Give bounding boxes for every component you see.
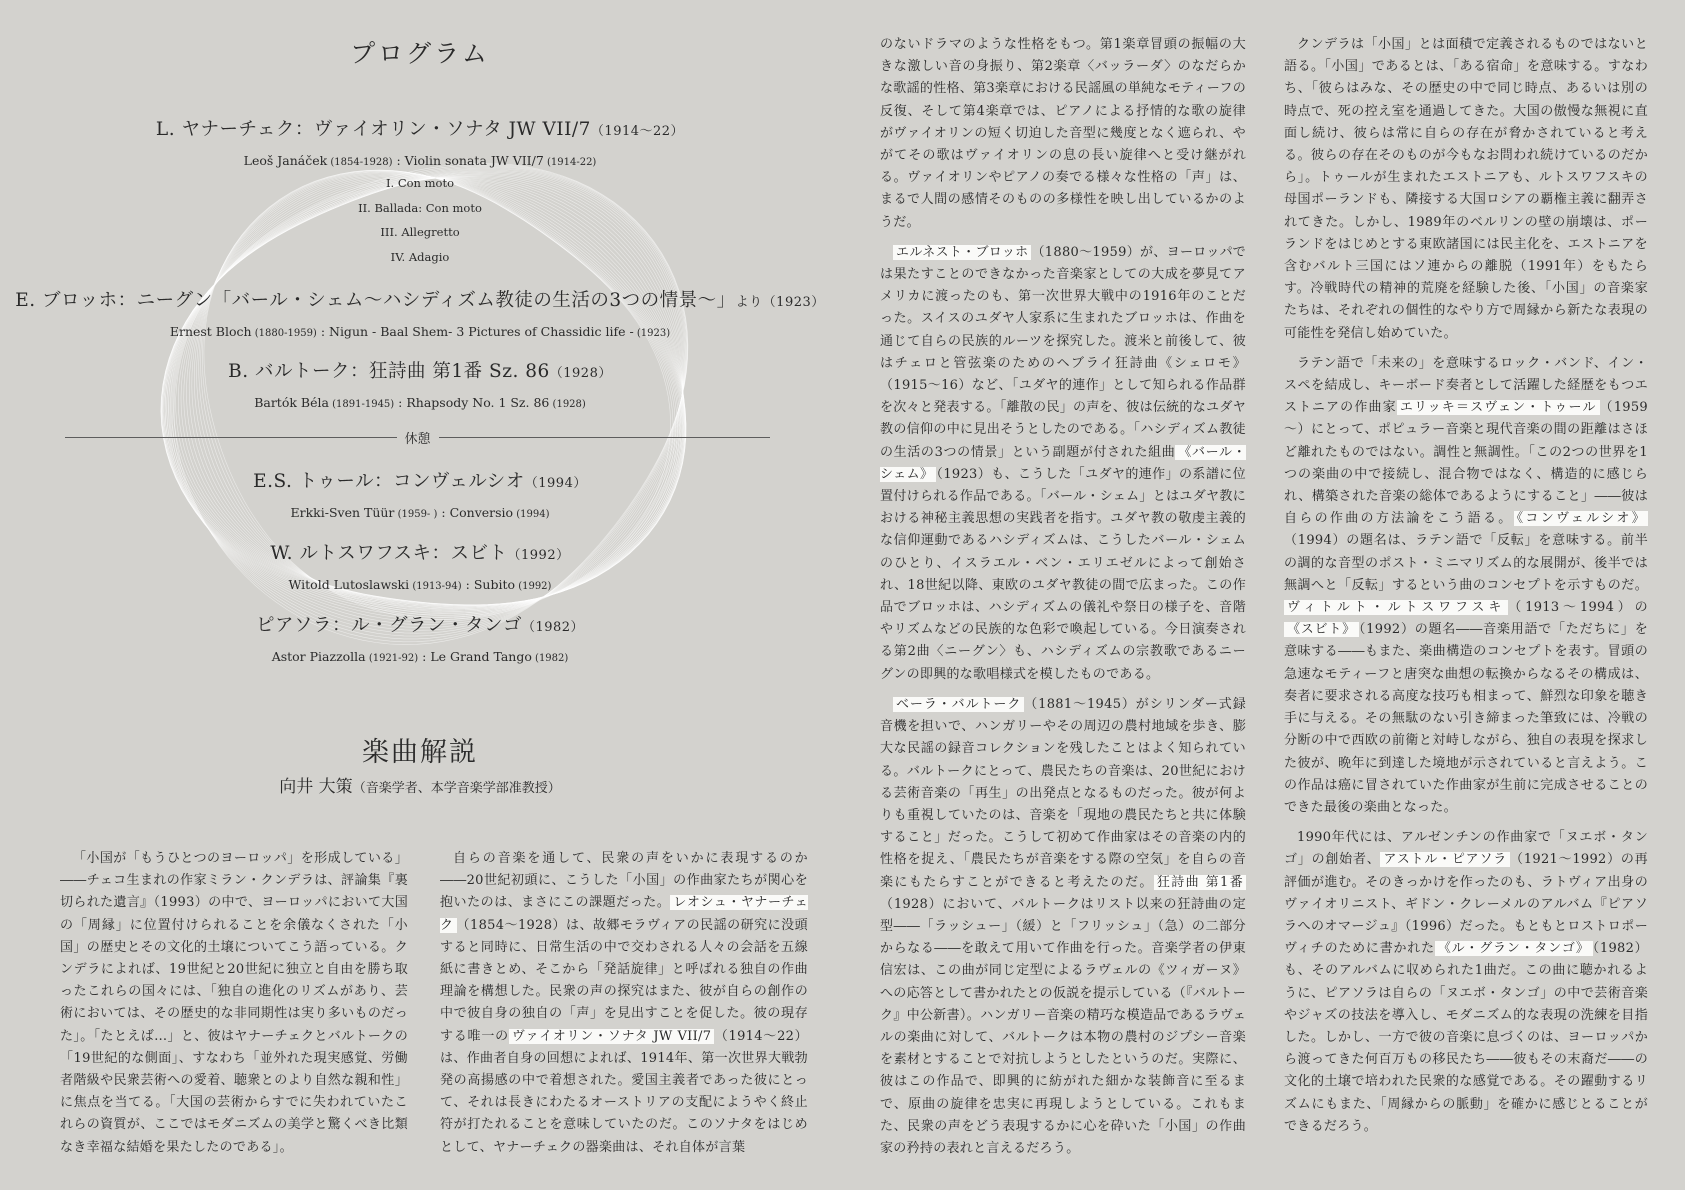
highlighted-name: 《コンヴェルシオ》 [1514,511,1648,526]
paragraph-text: （1992）の題名――音楽用語で「ただちに」を意味する――もまた、楽曲構造のコンセプトを表す。冒頭の急速なモティーフと唐突な曲想の転換からなるその構成は、奏者に要求される高度な技巧も相まって、鮮烈な印象を聴き手に与える。その無駄のない引き締まった筆致には、冷戦の分断の中で西欧の前衛と対峙しながら、独自の表現を探求した彼が、晩年に到達した境地が示されていると言えよう。この作品は癌に冒されていた作曲家が生前に完成させることのできた最後の楽曲となった。 [1284,622,1648,815]
commentary-column-4 [1284,34,1648,1146]
movement-item: IV. Adagio [390,249,450,264]
highlighted-name: レオシュ・ヤナーチェク [440,895,808,933]
program-piece-janacek: L. ヤナーチェク：ヴァイオリン・ソナタ JW VII/7（1914～22） Leoš Janáček (1854-1928) : Violin sonata JW VII/7 (1914-22) [155,119,685,168]
highlighted-name: エリッキ＝スヴェン・トゥール [1397,400,1600,415]
paragraph-text: （1913～1994）の [1508,600,1648,616]
commentary-column-2 [440,848,808,1167]
highlighted-name: アストル・ピアソラ [1380,852,1510,867]
paragraph [880,34,1246,234]
highlighted-name: 《バール・シェム》 [880,444,1246,482]
commentary-title: 楽曲解説 [362,737,478,768]
program-piece-bartok: B. バルトーク：狂詩曲 第1番 Sz. 86（1928） Bartók Béla (1891-1945) : Rhapsody No. 1 Sz. 86 (1928) [228,361,612,410]
program-piece-piazzolla: ピアソラ：ル・グラン・タンゴ（1982） Astor Piazzolla (1921-92) : Le Grand Tango (1982) [255,615,585,664]
paragraph-text: 1990年代には、アルゼンチンの作曲家で「ヌエボ・タンゴ」の創始者、 [1284,830,1648,868]
divider-line [65,437,397,438]
paragraph [60,848,408,1159]
intermission-label: 休憩 [404,432,431,447]
paragraph-text: （1880～1959）が、ヨーロッパでは果たすことのできなかった音楽家としての大成を夢見てアメリカに渡ったのも、第一次世界大戦中の1916年のことだった。スイスのユダヤ人家系に生まれたブロッホは、作曲を通じて自らの民族的ルーツを探究した。渡米と前後して、彼はチェロと管弦楽のためのヘブライ狂詩曲《シェロモ》（1915～16）など、「ユダヤ的連作」として知られる作品群を次々と発表する。「離散の民」の声を、彼は伝統的なユダヤ教の信仰の中に見出そうとしたのである。「ハシディズム教徒の生活の3つの情景」という副題が付された組曲 [880,244,1246,460]
paragraph-text: （1854～1928）は、故郷モラヴィアの民謡の研究に没頭すると同時に、日常生活の中で交わされる人々の会話を五線紙に書きとめ、そこから「発話旋律」と呼ばれる独自の作曲理論を構想した。民衆の声の探究はまた、彼が自らの創作の中で彼自身の独自の「声」を見出すことを促した。彼の現存する唯一の [440,917,808,1044]
paragraph-text: （1923）も、こうした「ユダヤ的連作」の系譜に位置付けられる作品である。「バール・シェム」とはユダヤ教における神秘主義思想の実践者を指す。ユダヤ教の敬虔主義的な信仰運動であるハシディズムは、こうしたバール・シェムのひとり、イスラエル・ベン・エリエゼルによって創始され、18世紀以降、東欧のユダヤ教徒の間で広まった。この作品でブロッホは、ハシディズムの儀礼や祭日の様子を、音階やリズムなどの民族的な色彩で喚起している。今日演奏される第2曲〈ニーグン〉も、ハシディズムの宗教歌であるニーグンの即興的な歌唱様式を模したものである。 [880,466,1246,682]
highlighted-name: 《スビト》 [1284,622,1359,637]
paragraph-text: （1914～22）は、作曲者自身の回想によれば、1914年、第一次世界大戦勃発の高揚感の中で着想された。愛国主義者であった彼にとって、それは長きにわたるオーストリアの支配にようやく終止符が打たれることを意味していたのだ。このソナタをはじめとして、ヤナーチェクの器楽曲は、それ自体が言葉 [440,1028,808,1155]
divider-line [439,437,771,438]
paragraph-text: （1994）の題名は、ラテン語で「反転」を意味する。前半の調的な音型のポスト・ミニマリズム的な展開が、後半では無調へと「反転」するという曲のコンセプトを示すものだ。 [1284,533,1648,593]
program-piece-bloch: E. ブロッホ：ニーグン「バール・シェム～ハシディズム教徒の生活の3つの情景～」より（1923） Ernest Bloch (1880-1959) : Nigun - Baal Shem- 3 Pictures of Chassidic life - (1923) [15,290,825,339]
paragraph-text: （1982）も、そのアルバムに収められた1曲だ。この曲に聴かれるように、ピアソラは自らの「ヌエボ・タンゴ」の中で芸術音楽やジャズの技法を導入し、モダニズム的な表現の洗練を目指した。しかし、一方で彼の音楽に息づくのは、ヨーロッパから渡ってきた何百万もの移民たち――彼もその末裔だ――の文化的土壌で培われた民衆的な感覚である。その躍動するリズムにもまた、「周縁からの脈動」を確かに感じとることができるだろう。 [1284,941,1648,1134]
highlighted-name: ヴィトルト・ルトスワフスキ [1284,600,1508,615]
highlighted-name: 狂詩曲 第1番 [1154,875,1246,890]
program-title: プログラム [350,39,490,68]
movement-list [0,171,840,269]
highlighted-name: エルネスト・ブロッホ [893,245,1031,260]
paragraph-text: （1921～1992）の再評価が進む。そのきっかけを作ったのも、ラトヴィア出身のヴァイオリニスト、ギドン・クレーメルのアルバム『ピアソラへのオマージュ』（1996）だった。もともとロストロポーヴィチのために書かれた [1284,852,1648,957]
paragraph-text: （1881～1945）がシリンダー式録音機を担いで、ハンガリーやその周辺の農村地域を歩き、膨大な民謡の録音コレクションを残したことはよく知られている。バルトークにとって、農民たちの音楽は、20世紀における芸術音楽の「再生」の出発点となるものだった。彼が何よりも重視していたのは、音楽を「現地の農民たちと共に体験すること」だった。こうして初めて作曲家はその音楽の内的性格を捉え、「農民たちが音楽をする際の空気」を自らの音楽にもたらすことができると考えたのだ。 [880,696,1246,890]
paragraph-text: 「小国が「もうひとつのヨーロッパ」を形成している」――チェコ生まれの作家ミラン・クンデラは、評論集『裏切られた遺言』（1993）の中で、ヨーロッパにおいて大国の「周縁」に位置付けられることを余儀なくされた「小国」の歴史とその文化的土壌についてこう語っている。クンデラによれば、19世紀と20世紀に独立と自由を勝ち取ったこれらの国々には、「独自の進化のリズムがあり、芸術においては、その歴史的な非同期性は実り多いものだった」。「たとえば…」と、彼はヤナーチェクとバルトークの「19世紀的な側面」、すなわち「並外れた現実感覚、労働者階級や民衆芸術への愛着、聴衆とのより自然な親和性」に焦点を当てる。「大国の芸術からすでに失われていたこれらの資質が、ここではモダニズムの美学と驚くべき比類なき幸福な結婚を果たしたのである」。 [60,851,408,1155]
paragraph [440,848,808,1159]
program-piece-tuur: E.S. トゥール：コンヴェルシオ（1994） Erkki-Sven Tüür (1959- ) : Conversio (1994) [253,471,587,520]
paragraph-text: のないドラマのような性格をもつ。第1楽章冒頭の振幅の大きな激しい音の身振り、第2楽章〈バッラーダ〉のなだらかな歌謡的性格、第3楽章における民謡風の単純なモティーフの反復、そして第4楽章では、ピアノによる抒情的な歌の旋律がヴァイオリンの短く切迫した音型に幾度となく遮られ、やがてその歌はヴァイオリンの息の長い旋律へと受け継がれる。ヴァイオリンやピアノの奏でる様々な性格の「声」は、まるで人間の感情そのものの多様性を映し出しているかのようだ。 [880,37,1246,230]
paragraph [1284,34,1648,345]
paragraph-text: 自らの音楽を通して、民衆の声をいかに表現するのか――20世紀初頭に、こうした「小国」の作曲家たちが関心を抱いたのは、まさにこの課題だった。 [440,851,808,911]
intermission-divider [65,428,770,447]
paragraph-text: （1928）において、バルトークはリスト以来の狂詩曲の定型――「ラッシュー」（緩）と「フリッシュ」（急）の二部分からなる――を敢えて用いて作曲を行った。音楽学者の伊東信宏は、この曲が同じ定型によるラヴェルの《ツィガーヌ》への応答として書かれたとの仮説を提示している（『バルトーク』中公新書）。ハンガリー音楽の精巧な模造品であるラヴェルの楽曲に対して、バルトークは本物の農村のジプシー音楽を素材とすることで対抗しようとしたというのだ。実際に、彼はこの作品で、即興的に紡がれた細かな装飾音に至るまで、原曲の旋律を忠実に再現しようとしている。これもまた、民衆の声をどう表現するかに心を砕いた「小国」の作曲家の矜持の表れと言えるだろう。 [880,896,1246,1156]
paragraph [880,242,1246,686]
highlighted-name: 《ル・グラン・タンゴ》 [1435,941,1593,956]
commentary-author: 向井 大策（音楽学者、本学音楽学部准教授） [279,777,561,797]
highlighted-name: ヴァイオリン・ソナタ JW VII/7 [509,1029,714,1044]
paragraph [1284,353,1648,819]
commentary-column-1 [60,848,408,1167]
commentary-column-3 [880,34,1246,1168]
highlighted-name: ベーラ・バルトーク [893,697,1024,712]
movement-item: III. Allegretto [380,225,460,239]
paragraph [1284,827,1648,1138]
paragraph-text: クンデラは「小国」とは面積で定義されるものではないと語る。「小国」であるとは、「ある宿命」を意味する。すなわち、「彼らはみな、その歴史の中で同じ時点、あるいは別の時点で、死の控え室を通過してきた。大国の傲慢な無視に直面し続け、彼らは常に自らの存在が脅かされていると考える。彼らの存在そのものが今もなお問われ続けているのだから」。トゥールが生まれたエストニアも、ルトスワフスキの母国ポーランドも、隣接する大国ロシアの覇権主義に翻弄されてきた。しかし、1989年のベルリンの壁の崩壊は、ポーランドをはじめとする東欧諸国には民主化を、エストニアを含むバルト三国にはソ連からの離脱（1991年）をもたらす。冷戦時代の精神的荒廃を経験した後、「小国」の音楽家たちは、それぞれの個性的なやり方で周縁から新たな表現の可能性を発信し始めていた。 [1284,37,1648,341]
program-piece-lutoslawski: W. ルトスワフスキ：スビト（1992） Witold Lutoslawski (1913-94) : Subito (1992) [270,543,570,592]
paragraph-text: ラテン語で「未来の」を意味するロック・バンド、イン・スペを結成し、キーボード奏者として活躍した経歴をもつエストニアの作曲家 [1284,355,1648,416]
movement-item: II. Ballada: Con moto [358,200,482,215]
paragraph [880,694,1246,1160]
paragraph-text: （1959～）にとって、ポピュラー音楽と現代音楽の間の距離はさほど離れたものではない。調性と無調性。「この2つの世界を1つの楽曲の中で接続し、混合物ではなく、構造的に感じられ、構築された音楽の総体であるようにすること」――彼は自らの作曲の方法論をこう語る。 [1284,400,1648,527]
movement-item: I. Con moto [385,176,454,190]
